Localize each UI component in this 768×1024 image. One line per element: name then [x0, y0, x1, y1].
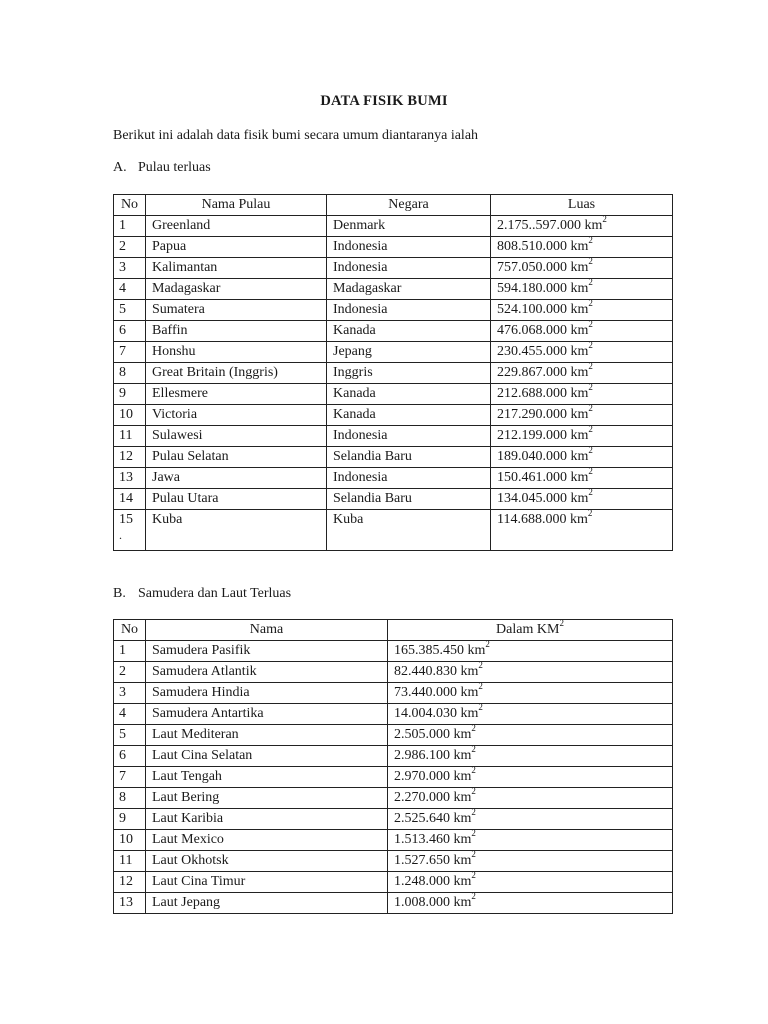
- section-b-letter: B.: [113, 586, 126, 601]
- header-size: [388, 620, 673, 641]
- document-title: DATA FISIK BUMI: [320, 93, 448, 109]
- row-number-text: 5: [119, 302, 126, 317]
- island-name: Ellesmere: [146, 384, 327, 405]
- row-number-text: 1: [119, 218, 126, 233]
- area-number: 2.175..597.000: [497, 218, 581, 233]
- area-unit: km: [570, 260, 589, 275]
- table-row: [114, 489, 673, 510]
- table-row: [114, 384, 673, 405]
- row-number-text: 12: [119, 449, 133, 464]
- area-value: [491, 300, 673, 321]
- size-unit-superscript: 2: [471, 808, 476, 818]
- area-number: 212.199.000: [497, 428, 567, 443]
- row-number: 10: [114, 830, 146, 851]
- row-number: [114, 510, 146, 551]
- area-value: [491, 510, 673, 551]
- row-number: 1: [114, 641, 146, 662]
- area-unit: km: [570, 470, 589, 485]
- table-row: [114, 216, 673, 237]
- section-b-heading: [113, 586, 291, 602]
- row-number: [114, 300, 146, 321]
- size-unit-superscript: 2: [471, 745, 476, 755]
- area-unit: km: [570, 428, 589, 443]
- area-unit-superscript: 2: [588, 467, 593, 477]
- area-number: 150.461.000: [497, 470, 567, 485]
- island-name: Madagaskar: [146, 279, 327, 300]
- header-no: No: [114, 195, 146, 216]
- size-value: [388, 641, 673, 662]
- size-unit: km: [453, 748, 472, 763]
- area-number: 808.510.000: [497, 239, 567, 254]
- section-a-title: Pulau terluas: [138, 160, 211, 175]
- size-value: [388, 662, 673, 683]
- size-number: 2.525.640: [394, 811, 450, 826]
- area-number: 229.867.000: [497, 365, 567, 380]
- table-row: [114, 468, 673, 489]
- size-value: [388, 872, 673, 893]
- size-unit-superscript: 2: [471, 829, 476, 839]
- size-unit-superscript: 2: [471, 871, 476, 881]
- row-number: [114, 426, 146, 447]
- row-number-text: 14: [119, 491, 133, 506]
- row-number: [114, 405, 146, 426]
- size-unit: km: [453, 874, 472, 889]
- table-row: [114, 426, 673, 447]
- size-unit: km: [453, 853, 472, 868]
- area-unit-superscript: 2: [588, 320, 593, 330]
- area-unit-superscript: 2: [588, 404, 593, 414]
- row-number: [114, 447, 146, 468]
- size-unit-superscript: 2: [471, 787, 476, 797]
- row-number: [114, 237, 146, 258]
- row-number: [114, 363, 146, 384]
- size-value: [388, 830, 673, 851]
- country-name: Kanada: [327, 321, 491, 342]
- size-unit: km: [453, 832, 472, 847]
- area-number: 114.688.000: [497, 512, 567, 527]
- size-unit-superscript: 2: [471, 892, 476, 902]
- size-unit-superscript: 2: [471, 766, 476, 776]
- island-name: Victoria: [146, 405, 327, 426]
- island-name: Pulau Utara: [146, 489, 327, 510]
- sea-name: Samudera Hindia: [146, 683, 388, 704]
- table-row: [114, 405, 673, 426]
- size-value: [388, 746, 673, 767]
- size-value: [388, 683, 673, 704]
- country-name: Denmark: [327, 216, 491, 237]
- table-row: [114, 851, 673, 872]
- area-value: [491, 426, 673, 447]
- table-row: [114, 704, 673, 725]
- table-row: [114, 363, 673, 384]
- country-name: Kanada: [327, 384, 491, 405]
- size-number: 2.505.000: [394, 727, 450, 742]
- sea-name: Laut Bering: [146, 788, 388, 809]
- size-unit-superscript: 2: [485, 640, 490, 650]
- sea-name: Laut Jepang: [146, 893, 388, 914]
- island-name: Kuba: [146, 510, 327, 551]
- area-value: [491, 384, 673, 405]
- area-number: 594.180.000: [497, 281, 567, 296]
- size-unit: km: [460, 706, 479, 721]
- size-number: 1.527.650: [394, 853, 450, 868]
- sea-name: Laut Cina Selatan: [146, 746, 388, 767]
- header-no: No: [114, 620, 146, 641]
- island-name: Baffin: [146, 321, 327, 342]
- table-row: [114, 300, 673, 321]
- area-unit: km: [570, 302, 589, 317]
- area-number: 217.290.000: [497, 407, 567, 422]
- header-area: Luas: [491, 195, 673, 216]
- island-name: Pulau Selatan: [146, 447, 327, 468]
- row-number: 13: [114, 893, 146, 914]
- island-name: Sumatera: [146, 300, 327, 321]
- row-number-text: 3: [119, 260, 126, 275]
- sea-name: Laut Mediteran: [146, 725, 388, 746]
- size-number: 14.004.030: [394, 706, 457, 721]
- country-name: Selandia Baru: [327, 447, 491, 468]
- size-value: [388, 788, 673, 809]
- row-number: [114, 321, 146, 342]
- table-row: [114, 279, 673, 300]
- area-unit-superscript: 2: [588, 488, 593, 498]
- table-row: [114, 683, 673, 704]
- row-number-text: 11: [119, 428, 133, 443]
- area-number: 134.045.000: [497, 491, 567, 506]
- size-value: [388, 767, 673, 788]
- country-name: Indonesia: [327, 426, 491, 447]
- area-unit-superscript: 2: [588, 257, 593, 267]
- size-unit-superscript: 2: [471, 724, 476, 734]
- row-number-text: 10: [119, 407, 133, 422]
- sea-name: Laut Cina Timur: [146, 872, 388, 893]
- area-unit: km: [569, 512, 588, 527]
- row-number: 8: [114, 788, 146, 809]
- sea-name: Samudera Atlantik: [146, 662, 388, 683]
- row-number: [114, 258, 146, 279]
- area-unit: km: [570, 386, 589, 401]
- size-value: [388, 851, 673, 872]
- row-number: 11: [114, 851, 146, 872]
- area-value: [491, 363, 673, 384]
- country-name: Indonesia: [327, 258, 491, 279]
- size-number: 2.986.100: [394, 748, 450, 763]
- section-a-heading: [113, 160, 211, 176]
- area-number: 757.050.000: [497, 260, 567, 275]
- area-value: [491, 216, 673, 237]
- table-row: [114, 872, 673, 893]
- country-name: Madagaskar: [327, 279, 491, 300]
- island-name: Papua: [146, 237, 327, 258]
- trailing-mark: .: [119, 528, 122, 542]
- area-value: [491, 321, 673, 342]
- size-unit: km: [453, 727, 472, 742]
- table-row: [114, 809, 673, 830]
- size-unit-superscript: 2: [478, 703, 483, 713]
- area-unit: km: [570, 344, 589, 359]
- islands-table-header-row: [114, 195, 673, 216]
- island-name: Honshu: [146, 342, 327, 363]
- area-unit-superscript: 2: [588, 446, 593, 456]
- area-number: 212.688.000: [497, 386, 567, 401]
- size-unit: km: [460, 664, 479, 679]
- area-unit-superscript: 2: [602, 215, 607, 225]
- row-number: 7: [114, 767, 146, 788]
- area-unit: km: [570, 491, 589, 506]
- header-size-superscript: 2: [559, 619, 564, 629]
- table-row: [114, 447, 673, 468]
- table-row: [114, 662, 673, 683]
- area-number: 189.040.000: [497, 449, 567, 464]
- section-a-letter: A.: [113, 160, 127, 175]
- table-row: [114, 510, 673, 551]
- area-unit-superscript: 2: [588, 236, 593, 246]
- area-unit-superscript: 2: [588, 383, 593, 393]
- area-value: [491, 489, 673, 510]
- size-value: [388, 725, 673, 746]
- size-unit-superscript: 2: [478, 661, 483, 671]
- table-row: [114, 641, 673, 662]
- size-unit: km: [453, 790, 472, 805]
- size-number: 1.008.000: [394, 895, 450, 910]
- size-number: 1.513.460: [394, 832, 450, 847]
- row-number-text: 8: [119, 365, 126, 380]
- size-unit: km: [453, 811, 472, 826]
- area-value: [491, 237, 673, 258]
- area-unit-superscript: 2: [588, 362, 593, 372]
- row-number: 4: [114, 704, 146, 725]
- country-name: Jepang: [327, 342, 491, 363]
- island-name: Sulawesi: [146, 426, 327, 447]
- country-name: Inggris: [327, 363, 491, 384]
- section-b-title: Samudera dan Laut Terluas: [138, 586, 292, 601]
- row-number: [114, 342, 146, 363]
- size-value: [388, 704, 673, 725]
- table-row: [114, 237, 673, 258]
- area-unit: km: [570, 407, 589, 422]
- row-number-text: 4: [119, 281, 126, 296]
- oceans-table: [113, 619, 673, 914]
- size-unit: km: [460, 685, 479, 700]
- size-number: 1.248.000: [394, 874, 450, 889]
- size-number: 2.270.000: [394, 790, 450, 805]
- oceans-table-body: [114, 641, 673, 914]
- area-unit: km: [570, 239, 589, 254]
- sea-name: Laut Karibia: [146, 809, 388, 830]
- country-name: Selandia Baru: [327, 489, 491, 510]
- row-number-text: 2: [119, 239, 126, 254]
- size-unit-superscript: 2: [478, 682, 483, 692]
- area-number: 476.068.000: [497, 323, 567, 338]
- area-unit-superscript: 2: [588, 425, 593, 435]
- size-unit: km: [453, 769, 472, 784]
- table-row: [114, 893, 673, 914]
- area-unit: km: [584, 218, 603, 233]
- area-value: [491, 258, 673, 279]
- table-row: [114, 746, 673, 767]
- sea-name: Laut Mexico: [146, 830, 388, 851]
- area-value: [491, 342, 673, 363]
- row-number-text: 9: [119, 386, 126, 401]
- sea-name: Laut Okhotsk: [146, 851, 388, 872]
- size-unit: km: [467, 643, 486, 658]
- sea-name: Laut Tengah: [146, 767, 388, 788]
- oceans-table-header-row: [114, 620, 673, 641]
- table-row: [114, 767, 673, 788]
- area-unit-superscript: 2: [588, 341, 593, 351]
- area-unit-superscript: 2: [587, 509, 593, 519]
- size-number: 82.440.830: [394, 664, 457, 679]
- size-unit-superscript: 2: [471, 850, 476, 860]
- area-unit: km: [570, 323, 589, 338]
- area-number: 524.100.000: [497, 302, 567, 317]
- area-unit: km: [570, 449, 589, 464]
- sea-name: Samudera Antartika: [146, 704, 388, 725]
- header-name: Nama: [146, 620, 388, 641]
- country-name: Kuba: [327, 510, 491, 551]
- size-unit: km: [453, 895, 472, 910]
- country-name: Kanada: [327, 405, 491, 426]
- header-country: Negara: [327, 195, 491, 216]
- header-island-name: Nama Pulau: [146, 195, 327, 216]
- row-number-text: 6: [119, 323, 126, 338]
- table-row: [114, 321, 673, 342]
- size-value: [388, 809, 673, 830]
- row-number: 2: [114, 662, 146, 683]
- row-number: [114, 279, 146, 300]
- sea-name: Samudera Pasifik: [146, 641, 388, 662]
- table-row: [114, 342, 673, 363]
- row-number: 12: [114, 872, 146, 893]
- intro-paragraph: Berikut ini adalah data fisik bumi secara umum diantaranya ialah: [113, 128, 479, 143]
- row-number-text: 15: [119, 512, 133, 527]
- islands-table: [113, 194, 673, 551]
- area-unit: km: [570, 281, 589, 296]
- size-number: 73.440.000: [394, 685, 457, 700]
- row-number: [114, 468, 146, 489]
- table-row: [114, 830, 673, 851]
- row-number-text: 7: [119, 344, 126, 359]
- table-row: [114, 258, 673, 279]
- table-row: [114, 725, 673, 746]
- area-value: [491, 468, 673, 489]
- area-unit-superscript: 2: [588, 278, 593, 288]
- country-name: Indonesia: [327, 468, 491, 489]
- row-number: [114, 216, 146, 237]
- row-number: [114, 384, 146, 405]
- area-unit-superscript: 2: [588, 299, 593, 309]
- island-name: Great Britain (Inggris): [146, 363, 327, 384]
- row-number-text: 13: [119, 470, 133, 485]
- row-number: [114, 489, 146, 510]
- size-number: 165.385.450: [394, 643, 464, 658]
- header-size-label: Dalam KM: [496, 622, 560, 637]
- island-name: Jawa: [146, 468, 327, 489]
- table-row: [114, 788, 673, 809]
- island-name: Kalimantan: [146, 258, 327, 279]
- row-number: 9: [114, 809, 146, 830]
- row-number: 3: [114, 683, 146, 704]
- country-name: Indonesia: [327, 237, 491, 258]
- area-unit: km: [570, 365, 589, 380]
- size-number: 2.970.000: [394, 769, 450, 784]
- row-number: 6: [114, 746, 146, 767]
- country-name: Indonesia: [327, 300, 491, 321]
- area-value: [491, 447, 673, 468]
- island-name: Greenland: [146, 216, 327, 237]
- islands-table-body: [114, 216, 673, 551]
- area-value: [491, 279, 673, 300]
- row-number: 5: [114, 725, 146, 746]
- size-value: [388, 893, 673, 914]
- area-number: 230.455.000: [497, 344, 567, 359]
- area-value: [491, 405, 673, 426]
